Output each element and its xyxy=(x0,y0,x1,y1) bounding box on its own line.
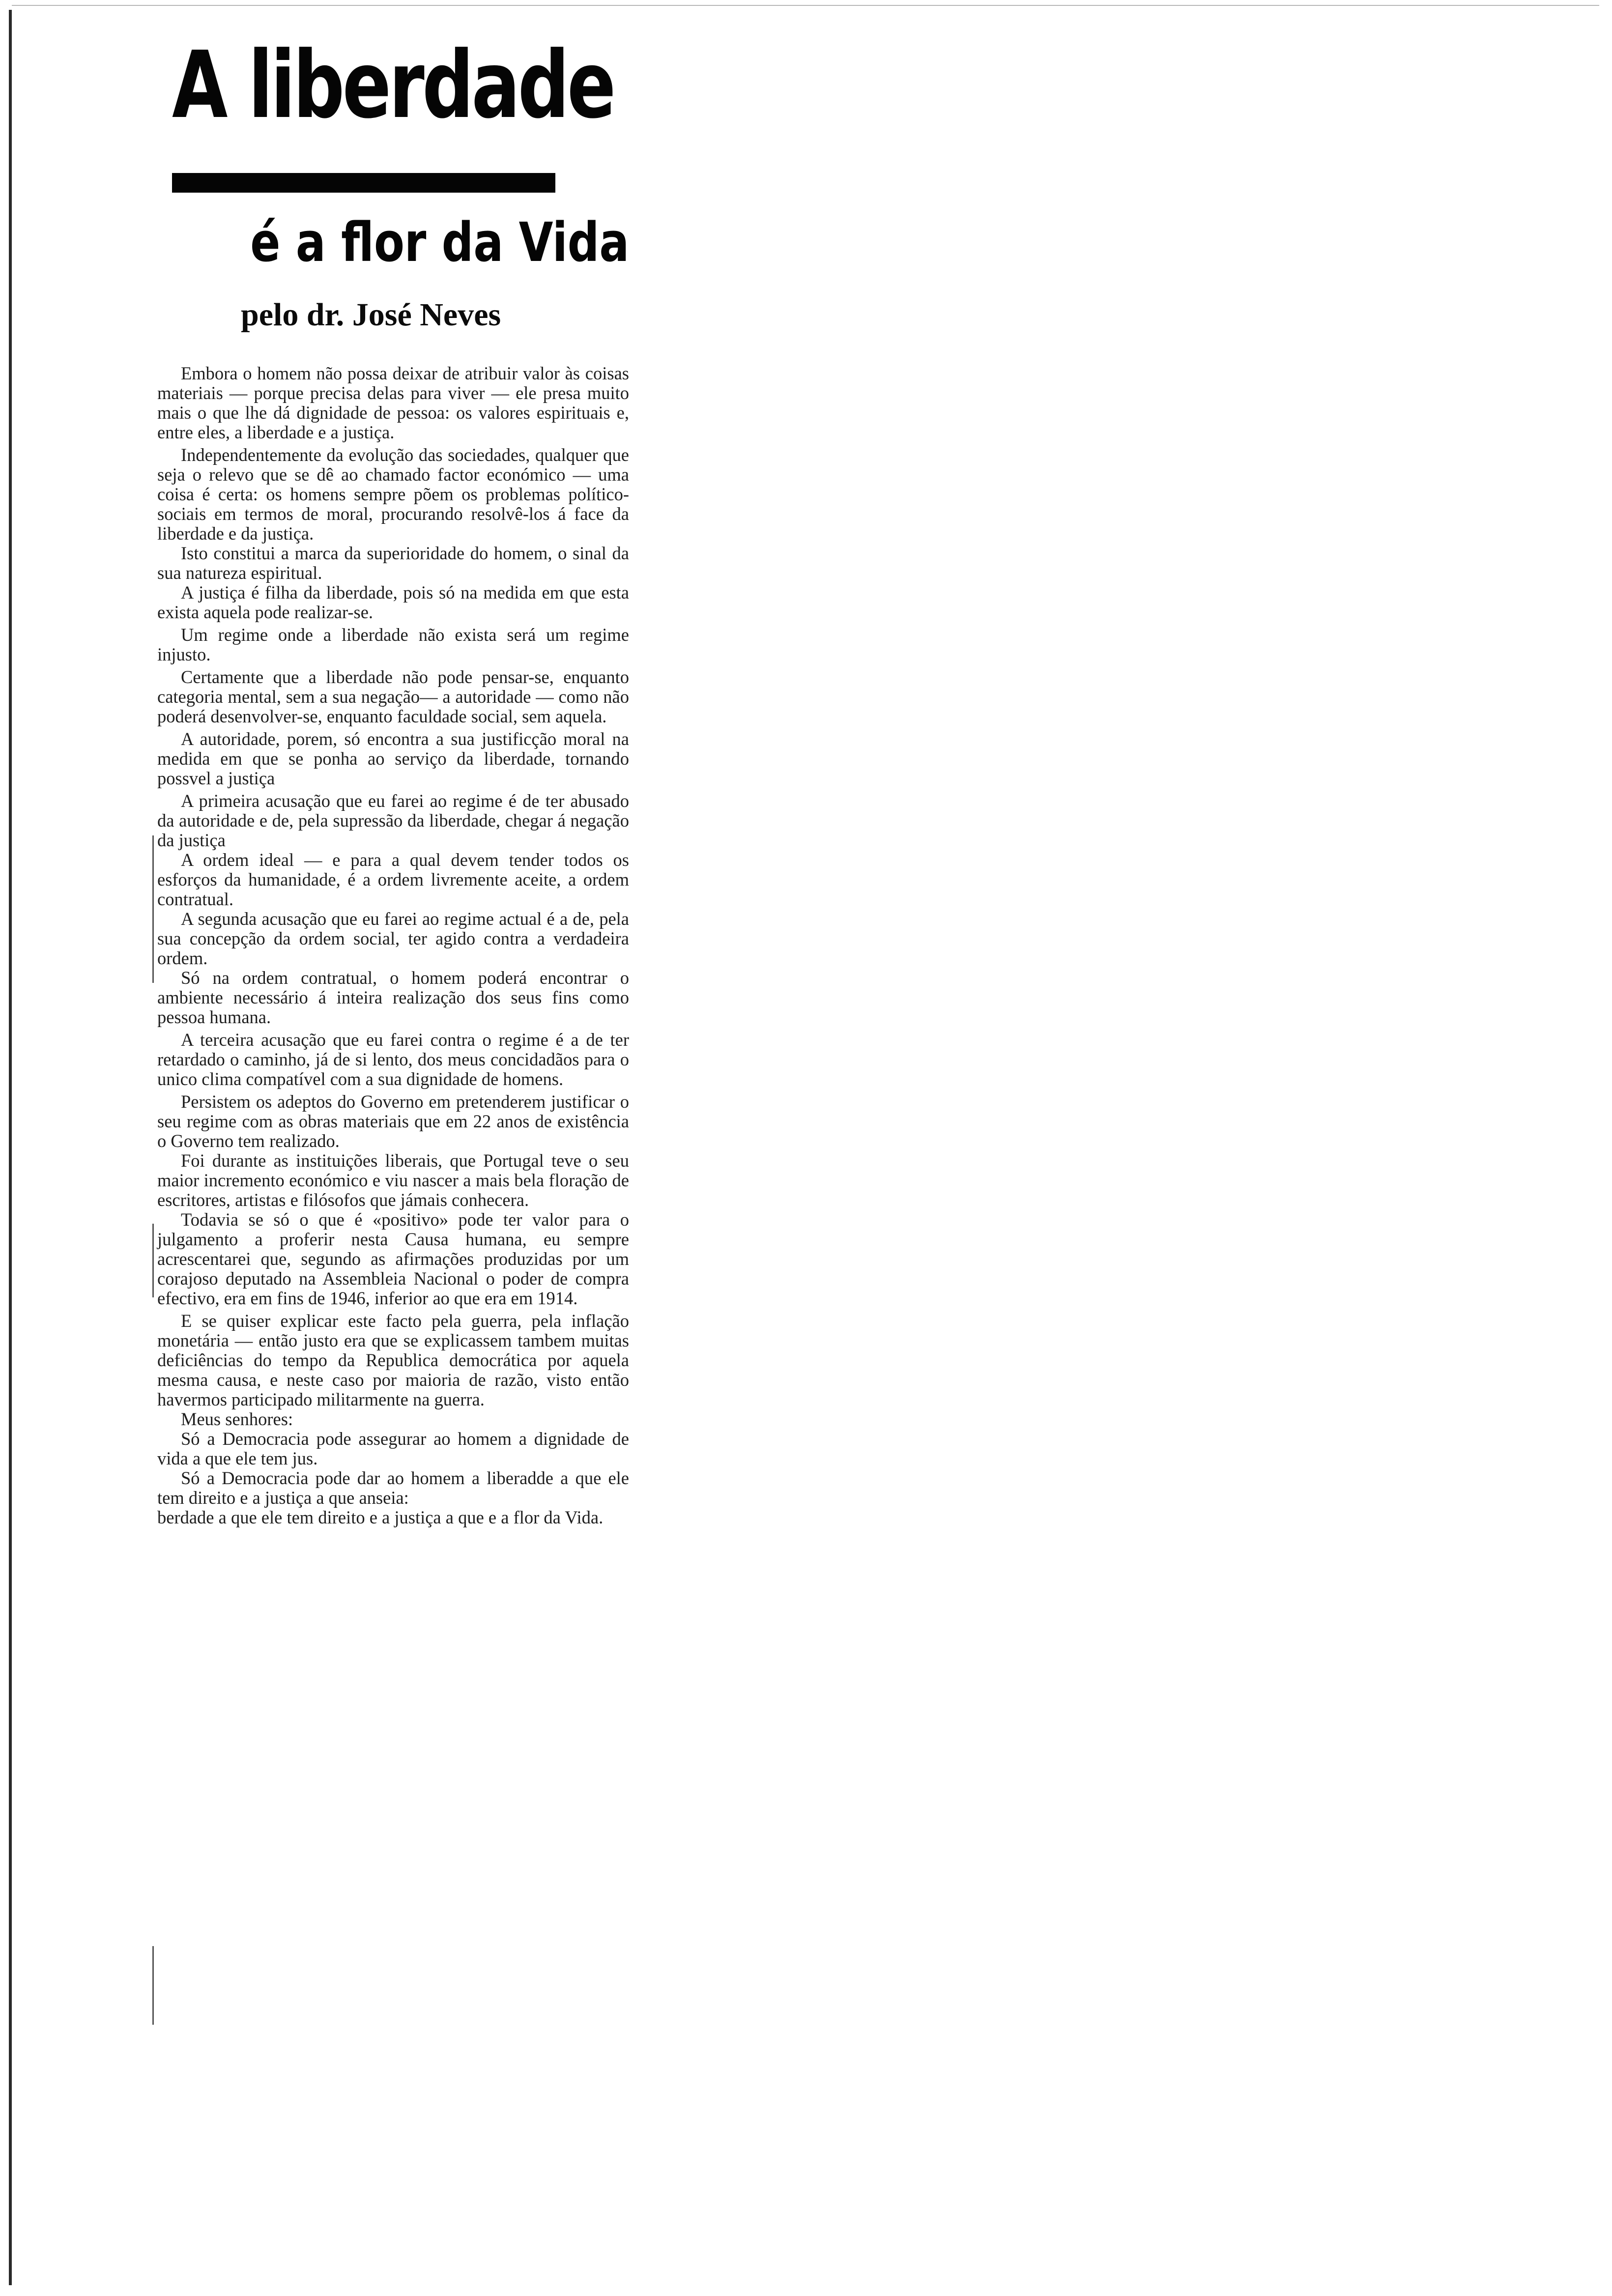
article-subheadline: é a flor da Vida xyxy=(250,211,629,274)
article-paragraph: A primeira acusação que eu farei ao regime é de ter abusado da autoridade e de, pela supressão da liberdade, chegar á negação da justiça xyxy=(157,791,629,850)
article-paragraph: A justiça é filha da liberdade, pois só na medida em que esta exista aquela pode realizar-se. xyxy=(157,582,629,622)
article-paragraph: A autoridade, porem, só encontra a sua justificção moral na medida em que se ponha ao serviço da liberdade, tornando possvel a justiça xyxy=(157,729,629,788)
margin-mark xyxy=(152,835,154,983)
article-paragraph: Só a Democracia pode assegurar ao homem a dignidade de vida a que ele tem jus. xyxy=(157,1429,629,1468)
article-byline: pelo dr. José Neves xyxy=(241,297,501,333)
article-paragraph: A segunda acusação que eu farei ao regime actual é a de, pela sua concepção da ordem social, ter agido contra a verdadeira ordem. xyxy=(157,909,629,968)
article-paragraph: Só a Democracia pode dar ao homem a liberadde a que ele tem direito e a justiça a que anseia: xyxy=(157,1468,629,1508)
article-paragraph: Embora o homem não possa deixar de atribuir valor às coisas materiais — porque precisa delas para viver — ele presa muito mais o que lhe dá dignidade de pessoa: os valores espirituais e, entre eles, a liberdade e a justiça. xyxy=(157,363,629,442)
article-body xyxy=(157,364,629,1527)
article-paragraph: A ordem ideal — e para a qual devem tender todos os esforços da humanidade, é a ordem livremente aceite, a ordem contratual. xyxy=(157,850,629,909)
article-paragraph: berdade a que ele tem direito e a justiça a que e a flor da Vida. xyxy=(157,1507,604,1527)
article-paragraph: Independentemente da evolução das sociedades, qualquer que seja o relevo que se dê ao chamado factor económico — uma coisa é certa: os homens sempre põem os problemas político-sociais em termos de moral, procurando resolvê-los á face da liberdade e da justiça. xyxy=(157,445,629,544)
page-left-edge xyxy=(9,10,12,2285)
article-paragraph: Meus senhores: xyxy=(181,1409,293,1429)
article-paragraph: Persistem os adeptos do Governo em pretenderem justificar o seu regime com as obras materiais que em 22 anos de existência o Governo tem realizado. xyxy=(157,1091,629,1151)
article-paragraph: Isto constitui a marca da superioridade do homem, o sinal da sua natureza espiritual. xyxy=(157,543,629,583)
margin-mark xyxy=(152,1224,154,1297)
newspaper-clipping xyxy=(157,29,629,2143)
article-paragraph: Foi durante as instituições liberais, que Portugal teve o seu maior incremento económico e viu nascer a mais bela floração de escritores, artistas e filósofos que jámais conhecera. xyxy=(157,1150,629,1210)
page-top-edge xyxy=(12,5,1599,6)
article-paragraph: A terceira acusação que eu farei contra o regime é a de ter retardado o caminho, já de si lento, dos meus concidadãos para o unico clima compatível com a sua dignidade de homens. xyxy=(157,1030,629,1089)
headline-rule xyxy=(172,173,555,193)
margin-mark xyxy=(152,1946,154,2025)
article-paragraph: Certamente que a liberdade não pode pensar-se, enquanto categoria mental, sem a sua negação— a autoridade — como não poderá desenvolver-se, enquanto faculdade social, sem aquela. xyxy=(157,667,629,726)
article-headline: A liberdade xyxy=(172,31,614,139)
article-paragraph: Um regime onde a liberdade não exista será um regime injusto. xyxy=(157,625,629,664)
article-paragraph: Só na ordem contratual, o homem poderá encontrar o ambiente necessário á inteira realização dos seus fins como pessoa humana. xyxy=(157,968,629,1027)
article-paragraph: Todavia se só o que é «positivo» pode ter valor para o julgamento a proferir nesta Causa humana, eu sempre acrescentarei que, segundo as afirmações produzidas por um corajoso deputado na Assembleia Nacional o poder de compra efectivo, era em fins de 1946, inferior ao que era em 1914. xyxy=(157,1209,629,1308)
article-paragraph: E se quiser explicar este facto pela guerra, pela inflação monetária — então justo era que se explicassem tambem muitas deficiências do tempo da Republica democrática por aquela mesma causa, e neste caso por maioria de razão, visto então havermos participado militarmente na guerra. xyxy=(157,1311,629,1409)
